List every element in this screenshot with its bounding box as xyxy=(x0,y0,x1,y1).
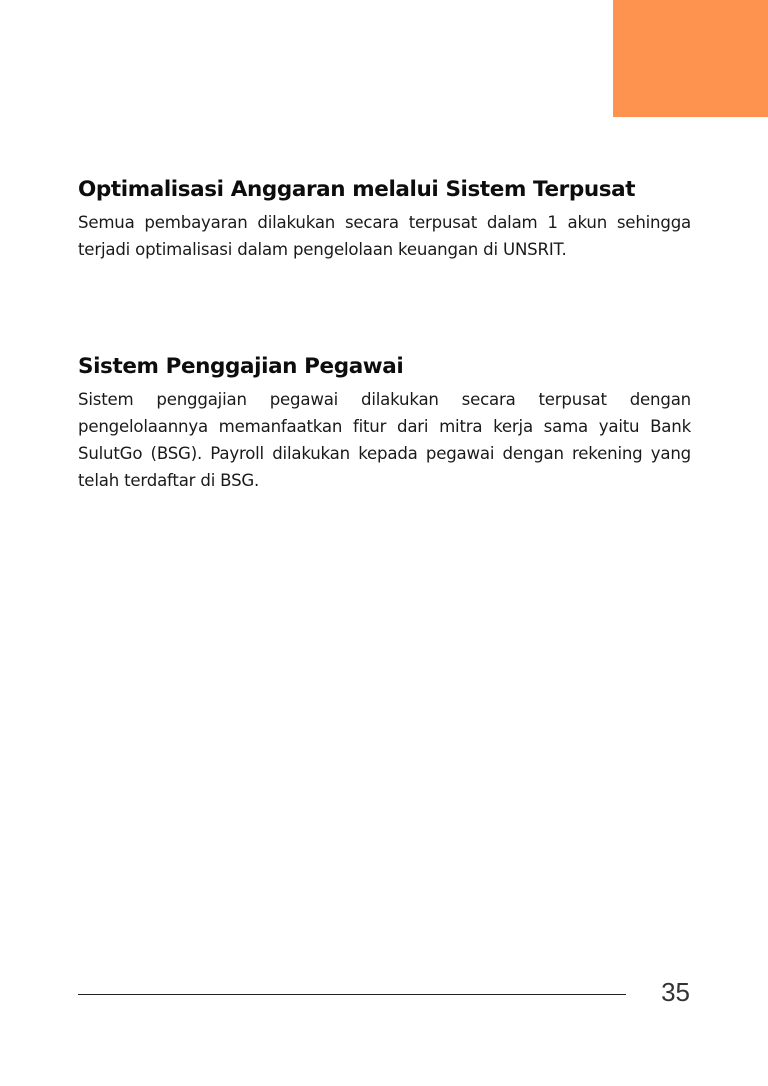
section-body: Sistem penggajian pegawai dilakukan secara terpusat dengan pengelolaannya memanfaatkan fitur dari mitra kerja sama yaitu Bank SulutGo (BSG). Payroll dilakukan kepada pegawai dengan rekening yang telah terdaftar di BSG. xyxy=(78,390,691,490)
section-heading: Optimalisasi Anggaran melalui Sistem Terpusat xyxy=(78,177,636,202)
footer-divider xyxy=(78,994,626,995)
section-sistem-penggajian xyxy=(78,352,691,494)
section-heading: Sistem Penggajian Pegawai xyxy=(78,354,404,379)
orange-corner-block xyxy=(613,0,768,117)
section-body: Semua pembayaran dilakukan secara terpusat dalam 1 akun sehingga terjadi optimalisasi dalam pengelolaan keuangan di UNSRIT. xyxy=(78,213,691,259)
section-optimalisasi-anggaran xyxy=(78,175,691,263)
page-number: 35 xyxy=(661,977,690,1007)
